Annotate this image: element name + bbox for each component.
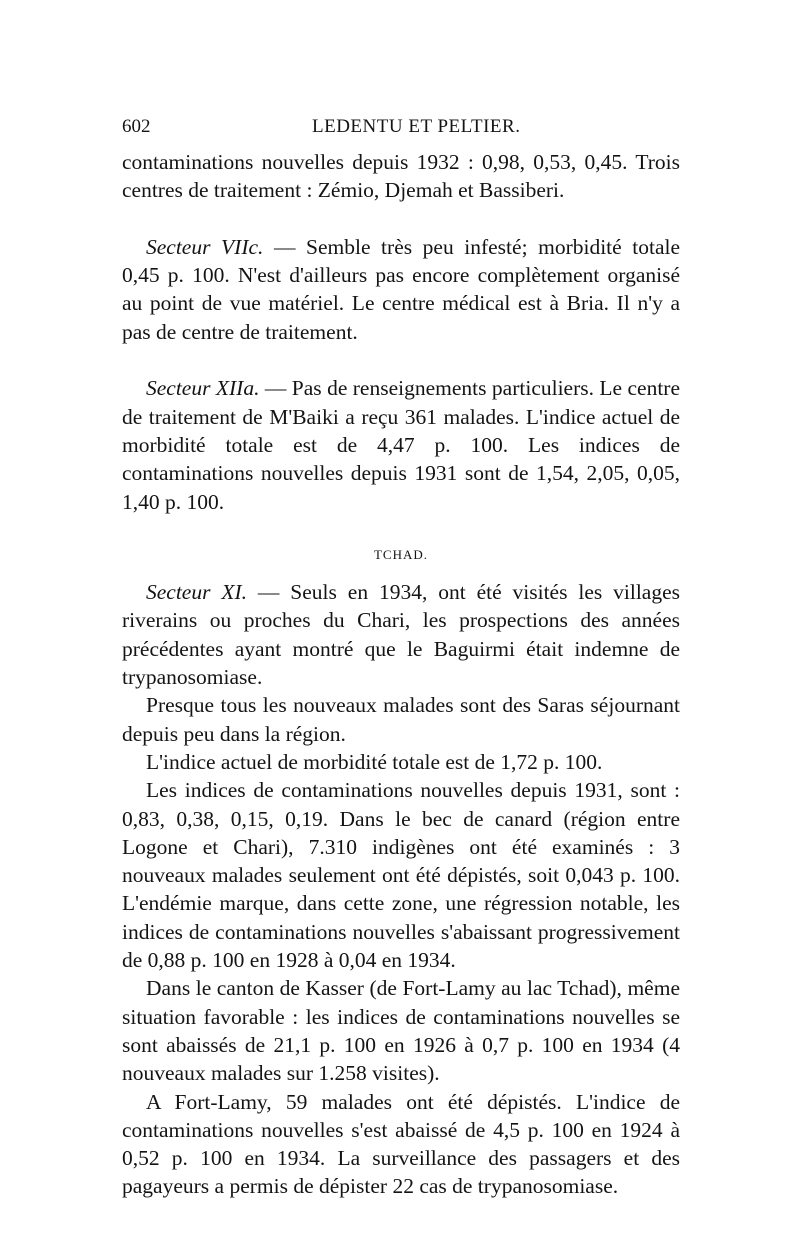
sector-text: — Semble très peu infesté; morbidité totale 0,45 p. 100. N'est d'ailleurs pas encore complètement organisé au point de vue matériel. Le centre médical est à Bria. Il n'y a pas de centre de traitement. — [122, 234, 680, 344]
page-number: 602 — [122, 116, 151, 137]
paragraph: Dans le canton de Kasser (de Fort-Lamy au lac Tchad), même situation favorable : les indices de contaminations nouvelles se sont abaissés de 21,1 p. 100 en 1926 à 0,7 p. 100 en 1934 (4 nouveaux malades sur 1.258 visites). — [122, 976, 680, 1086]
running-head — [122, 116, 682, 144]
paragraph-sector-xi — [122, 578, 680, 691]
paragraph: Presque tous les nouveaux malades sont des Saras séjournant depuis peu dans la région. — [122, 693, 680, 746]
paragraph: Les indices de contaminations nouvelles depuis 1931, sont : 0,83, 0,38, 0,15, 0,19. Dans le bec de canard (région entre Logone et Chari), 7.310 indigènes ont été examinés : 3 nouveaux malades seulement ont été dépistés, soit 0,043 p. 100. L'endémie marque, dans cette zone, une régression notable, les indices de contaminations nouvelles s'abaissant progressivement de 0,88 p. 100 en 1928 à 0,04 en 1934. — [122, 778, 680, 973]
paragraph-sector-xiia — [122, 374, 680, 515]
section-heading: TCHAD. — [373, 547, 429, 563]
body-text — [122, 148, 680, 1201]
sector-text: — Seuls en 1934, ont été visités les villages riverains ou proches du Chari, les prospections des années précédentes ayant montré que le Baguirmi était indemne de trypanosomiase. — [122, 580, 680, 690]
paragraph: A Fort-Lamy, 59 malades ont été dépistés. L'indice de contaminations nouvelles s'est abaissé de 4,5 p. 100 en 1924 à 0,52 p. 100 en 1934. La surveillance des passagers et des pagayeurs a permis de dépister 22 cas de trypanosomiase. — [122, 1089, 680, 1199]
paragraph-continuation: contaminations nouvelles depuis 1932 : 0,98, 0,53, 0,45. Trois centres de traitement : Zémio, Djemah et Bassiberi. — [122, 150, 680, 203]
sector-label: Secteur XI. — [146, 580, 248, 605]
running-title: LEDENTU ET PELTIER. — [312, 116, 521, 137]
sector-label: Secteur XIIa. — [146, 376, 260, 401]
paragraph: L'indice actuel de morbidité totale est de 1,72 p. 100. — [146, 749, 603, 774]
paragraph-sector-viic — [122, 233, 680, 346]
sector-label: Secteur VIIc. — [146, 234, 264, 259]
sector-text: — Pas de renseignements particuliers. Le centre de traitement de M'Baiki a reçu 361 malades. L'indice actuel de morbidité totale est de 4,47 p. 100. Les indices de contaminations nouvelles depuis 1931 sont de 1,54, 2,05, 0,05, 1,40 p. 100. — [122, 376, 681, 514]
